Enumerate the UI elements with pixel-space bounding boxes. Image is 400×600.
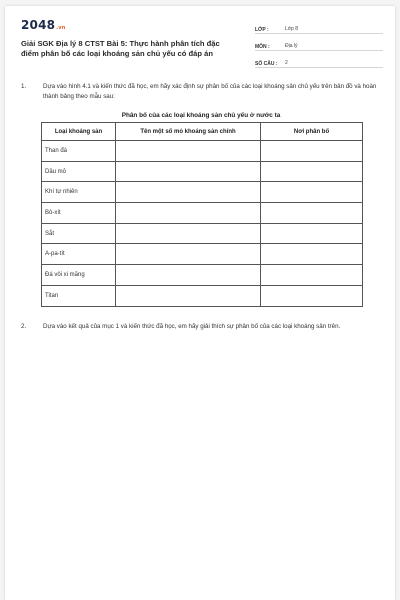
mines-cell[interactable] (116, 265, 261, 286)
logo-suffix: .vn (56, 25, 66, 31)
mineral-name-cell: Bô-xít (42, 203, 116, 224)
table-header-row (42, 123, 363, 141)
question-number: 2. (21, 323, 27, 330)
table-row (42, 285, 363, 306)
logo-text: 2048 (21, 18, 56, 32)
table-row (42, 161, 363, 182)
mineral-name-cell: Sắt (42, 223, 116, 244)
table-row (42, 203, 363, 224)
table-row (42, 141, 363, 162)
mineral-name-cell: Than đá (42, 141, 116, 162)
question-1 (21, 82, 381, 101)
document-meta (255, 20, 383, 71)
distribution-cell[interactable] (261, 265, 363, 286)
mines-cell[interactable] (116, 203, 261, 224)
question-text: Dựa vào hình 4.1 và kiến thức đã học, em hãy xác định sự phân bố của các loại khoáng sản chủ yếu trên bản đồ và hoàn thành bảng theo mẫu sau: (43, 83, 377, 100)
mineral-name-cell: Titan (42, 285, 116, 306)
meta-label-subject: MÔN : (255, 44, 270, 50)
table-row (42, 265, 363, 286)
document-page (5, 6, 395, 600)
mineral-name-cell: Dầu mỏ (42, 161, 116, 182)
meta-label-question-count: SỐ CÂU : (255, 61, 278, 67)
table-row (42, 223, 363, 244)
question-number: 1. (21, 83, 27, 90)
meta-row-grade (255, 20, 383, 34)
meta-row-question-count (255, 54, 383, 68)
table-caption: Phân bố của các loại khoáng sản chủ yếu ở nước ta (121, 112, 281, 119)
site-logo[interactable] (21, 18, 66, 32)
mines-cell[interactable] (116, 161, 261, 182)
distribution-cell[interactable] (261, 285, 363, 306)
distribution-cell[interactable] (261, 203, 363, 224)
table-row (42, 244, 363, 265)
mines-cell[interactable] (116, 223, 261, 244)
mines-cell[interactable] (116, 285, 261, 306)
table-row (42, 182, 363, 203)
question-2 (21, 322, 381, 332)
mines-cell[interactable] (116, 141, 261, 162)
meta-value-question-count: 2 (285, 60, 288, 66)
mineral-name-cell: A-pa-tít (42, 244, 116, 265)
mineral-name-cell: Đá vôi xi măng (42, 265, 116, 286)
question-text: Dựa vào kết quả của mục 1 và kiến thức đã học, em hãy giải thích sự phân bố của các loại khoáng sản trên. (43, 323, 341, 330)
mines-cell[interactable] (116, 244, 261, 265)
column-header-main-mines: Tên một số mỏ khoáng sản chính (116, 123, 261, 141)
document-title: Giải SGK Địa lý 8 CTST Bài 5: Thực hành phân tích đặc điểm phân bố các loại khoáng sản chủ yếu có đáp án (21, 39, 220, 58)
distribution-cell[interactable] (261, 182, 363, 203)
meta-row-subject (255, 37, 383, 51)
mines-cell[interactable] (116, 182, 261, 203)
distribution-cell[interactable] (261, 244, 363, 265)
meta-value-grade: Lớp 8 (285, 26, 299, 32)
mineral-name-cell: Khí tự nhiên (42, 182, 116, 203)
distribution-cell[interactable] (261, 223, 363, 244)
mineral-distribution-table (41, 122, 363, 307)
column-header-distribution: Nơi phân bố (261, 123, 363, 141)
column-header-mineral-type: Loại khoáng sản (42, 123, 116, 141)
meta-label-grade: LỚP : (255, 27, 269, 33)
distribution-cell[interactable] (261, 161, 363, 182)
distribution-cell[interactable] (261, 141, 363, 162)
meta-value-subject: Địa lý (285, 43, 298, 49)
